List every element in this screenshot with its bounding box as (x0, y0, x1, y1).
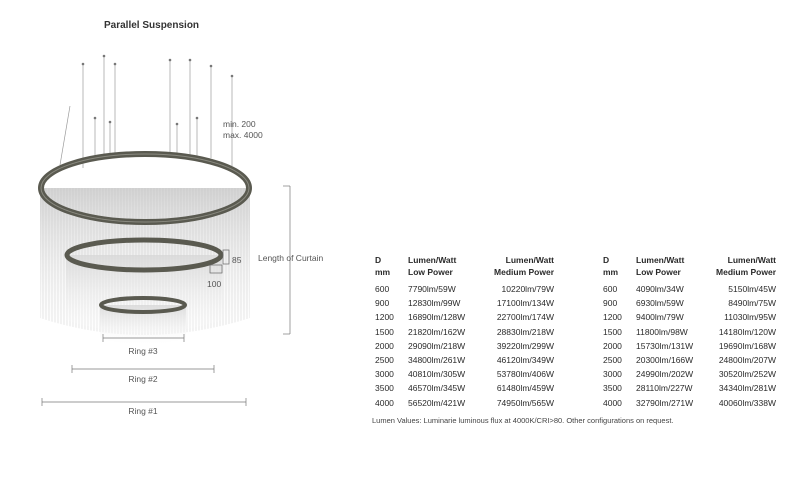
cell-diameter: 1200 (375, 312, 394, 323)
lumen-table-left (372, 254, 602, 414)
length-of-curtain-label: Length of Curtain (258, 253, 324, 263)
cell-diameter: 2500 (375, 355, 394, 365)
table-row (600, 327, 800, 341)
cell-medium-power: 24800lm/207W (718, 355, 776, 365)
dim-85-label: 85 (232, 255, 242, 265)
cell-diameter: 1500 (375, 326, 394, 337)
cell-low-power: 28110lm/227W (636, 383, 693, 394)
header-d: D mm (375, 255, 391, 277)
cell-medium-power: 34340lm/281W (718, 383, 776, 394)
cell-low-power: 9400lm/79W (636, 312, 684, 323)
ring2-label: Ring #2 (128, 374, 158, 384)
cell-low-power: 21820lm/162W (408, 326, 466, 337)
table-row (600, 284, 800, 298)
ring3-label: Ring #3 (128, 346, 158, 356)
cell-diameter: 1500 (603, 326, 622, 337)
cell-medium-power: 11030lm/95W (724, 312, 776, 323)
cell-diameter: 2000 (603, 340, 622, 351)
table-row (372, 369, 602, 383)
cell-diameter: 600 (603, 284, 618, 294)
lumen-table-right (600, 254, 800, 414)
dim-100-label: 100 (207, 279, 222, 289)
cell-diameter: 900 (603, 298, 618, 309)
cell-low-power: 11800lm/98W (636, 326, 688, 337)
cell-diameter: 2000 (375, 340, 394, 351)
cell-low-power: 46570lm/345W (408, 383, 466, 394)
cell-medium-power: 46120lm/349W (496, 355, 554, 365)
header-low-power: Lumen/Watt Low Power (636, 255, 685, 277)
cell-diameter: 600 (375, 284, 390, 294)
cell-medium-power: 40060lm/338W (718, 397, 776, 408)
table-row (600, 383, 800, 397)
table-row (372, 398, 602, 412)
cell-low-power: 34800lm/261W (408, 355, 466, 365)
cell-low-power: 4090lm/34W (636, 284, 684, 294)
table-row (600, 298, 800, 312)
table-row (600, 369, 800, 383)
header-medium-power: Lumen/Watt Medium Power (716, 255, 776, 277)
table-row (600, 355, 800, 369)
table-row (600, 312, 800, 326)
cable-anchors (82, 55, 234, 126)
footnote: Lumen Values: Luminarie luminous flux at 4000K/CRI>80. Other configurations on request. (372, 416, 674, 425)
cell-medium-power: 53780lm/406W (496, 369, 554, 380)
cell-low-power: 16890lm/128W (408, 312, 466, 323)
cell-medium-power: 28830lm/218W (496, 326, 554, 337)
table-row (372, 355, 602, 369)
header-low-power: Lumen/Watt Low Power (408, 255, 457, 277)
cell-medium-power: 74950lm/565W (496, 397, 554, 408)
table-row (600, 398, 800, 412)
page-title: Parallel Suspension (104, 20, 200, 31)
cell-medium-power: 30520lm/252W (718, 369, 776, 380)
table-row (372, 284, 602, 298)
cell-low-power: 40810lm/305W (408, 369, 466, 380)
cell-diameter: 3500 (375, 383, 394, 394)
cell-medium-power: 19690lm/168W (718, 340, 776, 351)
cell-low-power: 12830lm/99W (408, 298, 461, 309)
cell-low-power: 56520lm/421W (408, 397, 466, 408)
cell-medium-power: 22700lm/174W (496, 312, 554, 323)
cell-low-power: 7790lm/59W (408, 284, 456, 294)
table-row (372, 327, 602, 341)
max-label: max. 4000 (223, 130, 263, 140)
cell-medium-power: 17100lm/134W (496, 298, 554, 309)
table-row (372, 341, 602, 355)
cell-diameter: 4000 (375, 397, 394, 408)
cell-medium-power: 8490lm/75W (728, 298, 776, 309)
cell-diameter: 1200 (603, 312, 622, 323)
cell-diameter: 3500 (603, 383, 622, 394)
cell-medium-power: 61480lm/459W (496, 383, 554, 394)
table-row (372, 383, 602, 397)
cell-low-power: 24990lm/202W (636, 369, 694, 380)
ring1-label: Ring #1 (128, 406, 158, 416)
cell-low-power: 20300lm/166W (636, 355, 694, 365)
cell-low-power: 15730lm/131W (636, 340, 694, 351)
cell-medium-power: 39220lm/299W (496, 340, 554, 351)
min-label: min. 200 (223, 119, 256, 129)
cell-low-power: 29090lm/218W (408, 340, 466, 351)
cell-low-power: 6930lm/59W (636, 298, 684, 309)
cell-diameter: 4000 (603, 397, 622, 408)
table-row (372, 298, 602, 312)
cell-medium-power: 10220lm/79W (501, 284, 554, 294)
cell-medium-power: 5150lm/45W (728, 284, 776, 294)
cell-diameter: 3000 (603, 369, 622, 380)
table-row (600, 341, 800, 355)
cell-diameter: 900 (375, 298, 390, 309)
cell-low-power: 32790lm/271W (636, 397, 694, 408)
cell-diameter: 2500 (603, 355, 622, 365)
header-d: D mm (603, 255, 619, 277)
cell-diameter: 3000 (375, 369, 394, 380)
cell-medium-power: 14180lm/120W (718, 326, 776, 337)
header-medium-power: Lumen/Watt Medium Power (494, 255, 554, 277)
table-row (372, 312, 602, 326)
